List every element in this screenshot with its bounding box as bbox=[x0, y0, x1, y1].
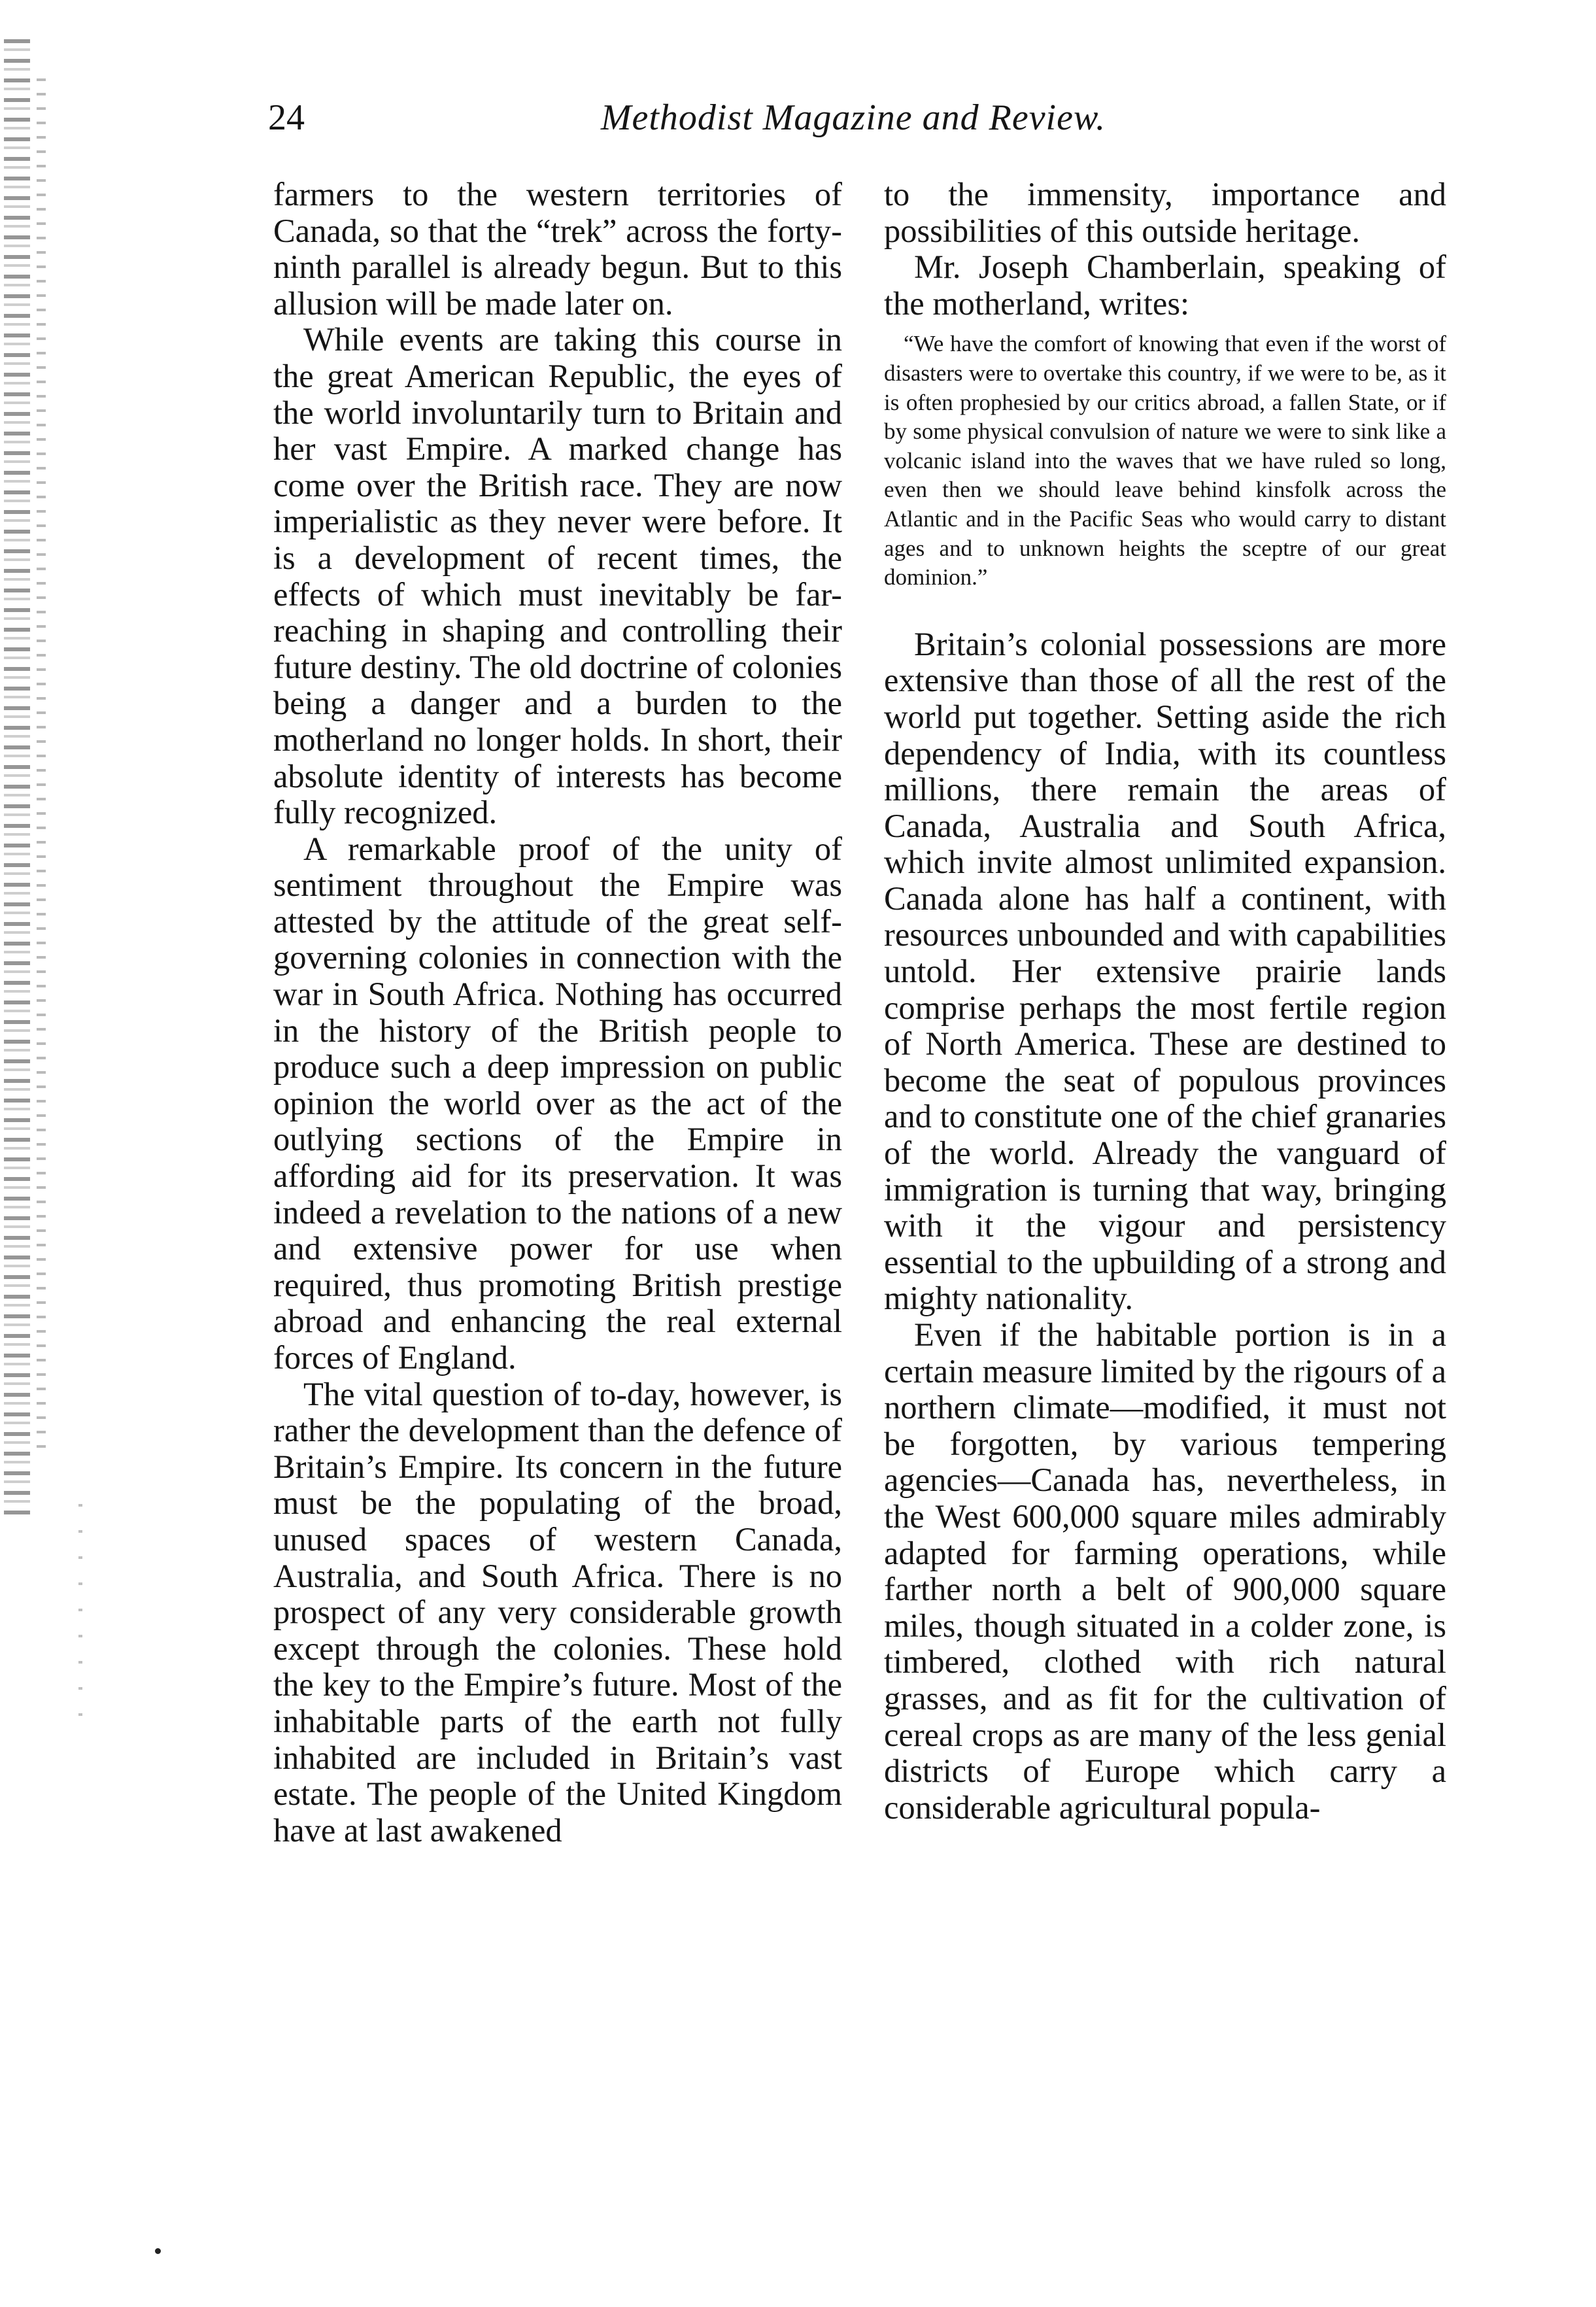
journal-title: Methodist Magazine and Review. bbox=[600, 97, 1106, 138]
left-paragraph-2: While events are taking this course in the great American Republic, the eyes of the world involuntarily turn to Britain and her vast Empire. A marked change has come over the British race. They are now imperialistic as they never were before. It is a development of recent times, the effects of which must inevitably be far-reaching in shaping and controlling their future destiny. The old doctrine of colonies being a danger and a burden to the motherland no longer holds. In short, their absolute identity of interests has become fully recognized. bbox=[273, 321, 842, 831]
right-paragraph-4: Even if the habitable portion is in a certain measure limited by the rigours of a northern climate—modified, it must not be forgotten, by various tempering agencies—Canada has, nevertheless, in the West 600,000 square miles admirably adapted for farming operations, while farther north a belt of 900,000 square miles, though situated in a colder zone, is timbered, clothed with rich natural grasses, and as fit for the cultivation of cereal crops as are many of the less genial districts of Europe which carry a considerable agricultural popula- bbox=[884, 1316, 1446, 1826]
scan-binding-marks bbox=[78, 1504, 82, 1739]
left-column bbox=[273, 177, 842, 1849]
scan-speck bbox=[155, 2248, 161, 2254]
scan-binding-speckle bbox=[37, 78, 46, 1452]
right-column bbox=[884, 177, 1446, 1826]
right-paragraph-1: to the immensity, importance and possibilities of this outside heritage. bbox=[884, 176, 1446, 249]
right-paragraph-3: Britain’s colonial possessions are more extensive than those of all the rest of the world put together. Setting aside the rich dependency of India, with its countless millions, there remain the areas of Canada, Australia and South Africa, which invite almost unlimited expansion. Canada alone has half a continent, with resources unbounded and with capabilities untold. Her extensive prairie lands comprise perhaps the most fertile region of North America. These are destined to become the seat of populous provinces and to constitute one of the chief granaries of the world. Already the vanguard of immigration is turning that way, bringing with it the vigour and persistency essential to the upbuilding of a strong and mighty nationality. bbox=[884, 625, 1446, 1317]
right-paragraph-2: Mr. Joseph Chamberlain, speaking of the motherland, writes: bbox=[884, 248, 1446, 322]
page-number: 24 bbox=[268, 97, 305, 138]
left-paragraph-4: The vital question of to-day, however, is rather the development than the defence of Britain’s Empire. Its concern in the future must be the populating of the broad, unused spaces of western Canada, Australia, and South Africa. There is no prospect of any very considerable growth except through the colonies. These hold the key to the Empire’s future. Most of the inhabitable parts of the earth not fully inhabited are included in Britain’s vast estate. The people of the United Kingdom have at last awakened bbox=[273, 1375, 842, 1849]
left-paragraph-1: farmers to the western territories of Canada, so that the “trek” across the forty-ninth parallel is already begun. But to this allusion will be made later on. bbox=[273, 176, 842, 322]
left-paragraph-3: A remarkable proof of the unity of sentiment throughout the Empire was attested by the attitude of the great self-governing colonies in connection with the war in South Africa. Nothing has occurred in the history of the British people to produce such a deep impression on public opinion the world over as the act of the outlying sections of the Empire in affording aid for its preservation. It was indeed a revelation to the nations of a new and extensive power for use when required, thus promoting British prestige abroad and enhancing the real external forces of England. bbox=[273, 830, 842, 1376]
running-head bbox=[268, 92, 1438, 144]
chamberlain-quote: “We have the comfort of knowing that even if the worst of disasters were to overtake this country, if we were to be, as it is often prophesied by our critics abroad, a fallen State, or if by some physical convulsion of nature we were to sink like a volcanic island into the waves that we have ruled so long, even then we should leave behind kinsfolk across the Atlantic and in the Pacific Seas who would carry to distant ages and to unknown heights the sceptre of our great dominion.” bbox=[884, 331, 1446, 590]
scan-binding-shadow bbox=[4, 39, 30, 1517]
